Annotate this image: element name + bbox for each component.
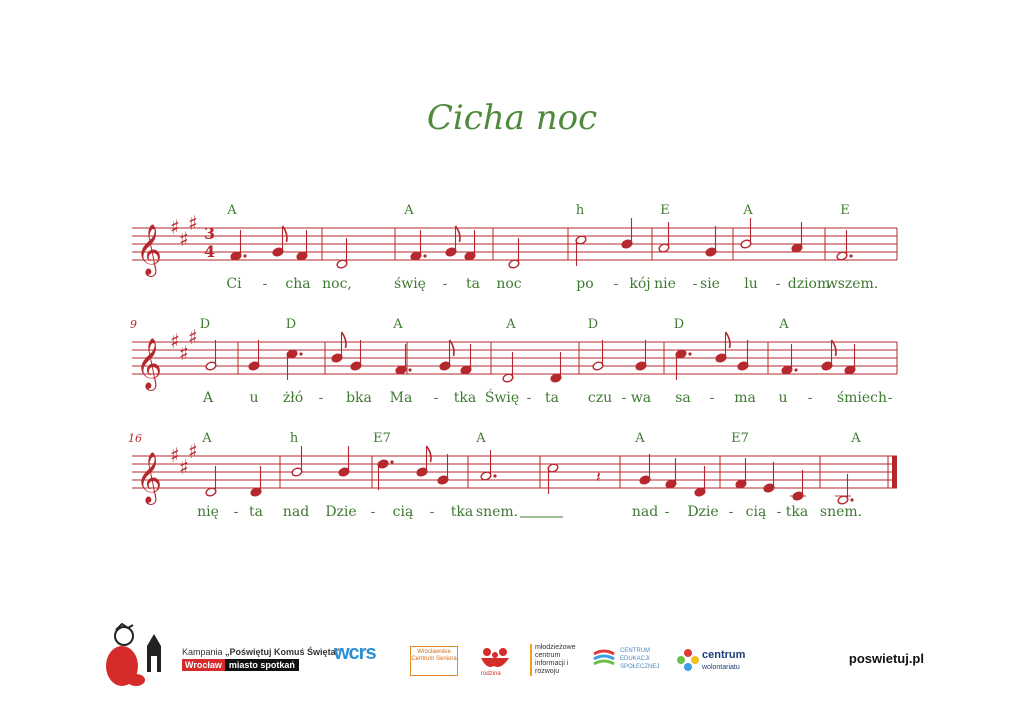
- lyric-syllable: ma: [734, 390, 756, 406]
- time-signature-top: 3: [204, 224, 216, 243]
- chord-symbol: A: [851, 431, 861, 446]
- footer: [0, 620, 1024, 700]
- measure-number-9: 9: [130, 318, 137, 331]
- lyric-syllable: lu: [744, 276, 758, 292]
- lyric-syllable: ta: [249, 504, 263, 520]
- chord-symbol: A: [635, 431, 645, 446]
- chord-symbol: A: [743, 203, 753, 218]
- lyric-syllable: -: [728, 504, 734, 520]
- lyric-syllable: tka: [453, 390, 477, 406]
- lyric-syllable: u: [778, 390, 788, 406]
- lyric-syllable: wa: [630, 390, 652, 406]
- lyric-syllable: snem.: [475, 504, 519, 520]
- cw-logo-bottom: wolontariatu: [702, 664, 740, 671]
- note-dot: [299, 352, 302, 355]
- note-dot: [243, 254, 246, 257]
- sharp-icon: ♯: [179, 455, 189, 479]
- note-dot: [794, 368, 797, 371]
- lyric-syllable: -: [370, 504, 376, 520]
- sharp-icon: ♯: [188, 211, 198, 235]
- lyric-syllable: tka: [785, 504, 809, 520]
- sharp-icon: ♯: [170, 215, 180, 239]
- cw-logo-top: centrum: [702, 649, 746, 661]
- sharp-icon: ♯: [179, 227, 189, 251]
- note-dot: [688, 352, 691, 355]
- lyric-syllable: śmiech: [836, 390, 888, 406]
- final-barline-thick: [892, 456, 897, 488]
- note-flag: [427, 446, 432, 462]
- lyric-syllable: Dzie: [325, 504, 357, 520]
- lyric-syllable: noc,: [322, 276, 352, 292]
- chord-symbol: D: [673, 317, 685, 332]
- chord-symbol: E7: [731, 431, 749, 446]
- lyric-syllable: Dzie: [687, 504, 719, 520]
- lyric-syllable: wszem.: [825, 276, 879, 292]
- sharp-icon: ♯: [188, 325, 198, 349]
- campaign-label: Kampania „Poświętuj Komuś Święta”: [182, 647, 341, 657]
- lyric-syllable: -: [621, 390, 627, 406]
- lyric-syllable: -: [262, 276, 268, 292]
- lyric-syllable: Świę: [484, 390, 520, 406]
- lyric-syllable: czu: [587, 390, 613, 406]
- chord-symbol: A: [506, 317, 516, 332]
- song-title: Cicha noc: [426, 98, 598, 138]
- lyric-syllable: kój: [629, 276, 651, 292]
- lyric-syllable: dziom: [787, 276, 831, 292]
- lyric-syllable: -: [887, 390, 893, 406]
- measure-number-16: 16: [128, 432, 142, 445]
- lyric-syllable: -: [442, 276, 448, 292]
- wcrs-logo: wcrs: [334, 642, 376, 664]
- lyric-syllable: cią: [392, 504, 414, 520]
- chord-symbol: D: [285, 317, 297, 332]
- lyric-syllable: ta: [466, 276, 480, 292]
- chord-symbol: h: [575, 203, 585, 218]
- lyric-syllable: ta: [545, 390, 559, 406]
- sharp-icon: ♯: [188, 439, 198, 463]
- lyric-syllable: sie: [700, 276, 720, 292]
- note-dot: [408, 368, 411, 371]
- chord-symbol: E: [660, 203, 670, 218]
- lyric-syllable: -: [318, 390, 324, 406]
- mcir-logo: młodzieżowe centrum informacji i rozwoju: [530, 644, 585, 676]
- chord-symbol: A: [227, 203, 237, 218]
- lyric-syllable: po: [576, 276, 594, 292]
- lyric-syllable: nad: [282, 504, 310, 520]
- chord-symbol: A: [404, 203, 414, 218]
- rodzina-label: rodzina: [481, 671, 501, 677]
- sharp-icon: ♯: [170, 443, 180, 467]
- note-dot: [423, 254, 426, 257]
- chord-symbol: D: [199, 317, 211, 332]
- ces-logo: CENTRUM EDUKACJI SPOŁECZNEJ: [620, 648, 660, 670]
- mascot-logo: [100, 622, 170, 690]
- note-dot: [493, 474, 496, 477]
- lyric-syllable: sa: [675, 390, 691, 406]
- lyric-syllable: -: [433, 390, 439, 406]
- chord-symbol: E7: [373, 431, 391, 446]
- chord-symbol: A: [202, 431, 212, 446]
- website-link[interactable]: poswietuj.pl: [848, 651, 924, 666]
- lyric-syllable: -: [526, 390, 532, 406]
- lyric-syllable: nad: [631, 504, 659, 520]
- lyric-syllable: A: [202, 390, 214, 406]
- quarter-rest-icon: 𝄽: [596, 467, 601, 486]
- time-signature-bottom: 4: [204, 242, 216, 261]
- treble-clef-icon: 𝄞: [136, 224, 163, 275]
- treble-clef-icon: 𝄞: [136, 338, 163, 389]
- sharp-icon: ♯: [179, 341, 189, 365]
- lyric-syllable: -: [775, 276, 781, 292]
- chord-symbol: A: [393, 317, 403, 332]
- lyric-syllable: żłó: [282, 390, 304, 406]
- lyric-syllable: bka: [346, 390, 372, 406]
- lyric-syllable: -: [613, 276, 619, 292]
- lyric-syllable: -: [429, 504, 435, 520]
- lyric-syllable: -: [709, 390, 715, 406]
- cw-flower-icon: [676, 648, 700, 672]
- chord-symbol: h: [289, 431, 299, 446]
- lyric-syllable: noc: [496, 276, 522, 292]
- lyric-syllable: -: [776, 504, 782, 520]
- senior-center-logo: Wrocławskie Centrum Seniora: [410, 646, 458, 676]
- lyric-syllable: świę: [394, 276, 426, 292]
- lyric-syllable: cią: [745, 504, 767, 520]
- treble-clef-icon: 𝄞: [136, 452, 163, 503]
- lyric-syllable: nię: [197, 504, 219, 520]
- lyric-syllable: cha: [285, 276, 311, 292]
- lyric-syllable: snem.: [819, 504, 863, 520]
- chord-symbol: D: [587, 317, 599, 332]
- lyric-syllable: -: [664, 504, 670, 520]
- sharp-icon: ♯: [170, 329, 180, 353]
- ces-icon: [592, 648, 616, 670]
- lyric-syllable: nie: [654, 276, 676, 292]
- lyric-syllable: -: [807, 390, 813, 406]
- lyric-syllable: u: [249, 390, 259, 406]
- note-dot: [849, 254, 852, 257]
- chord-symbol: A: [779, 317, 789, 332]
- wroclaw-logo: Wrocław miasto spotkań: [182, 659, 299, 671]
- lyric-syllable: -: [233, 504, 239, 520]
- lyric-syllable: Ma: [389, 390, 413, 406]
- note-flag: [342, 332, 347, 348]
- chord-symbol: A: [476, 431, 486, 446]
- chord-symbol: E: [840, 203, 850, 218]
- note-flag: [726, 332, 731, 348]
- note-dot: [850, 498, 853, 501]
- lyric-syllable: -: [692, 276, 698, 292]
- note-dot: [390, 460, 393, 463]
- lyric-syllable: tka: [450, 504, 474, 520]
- lyric-syllable: Ci: [226, 276, 242, 292]
